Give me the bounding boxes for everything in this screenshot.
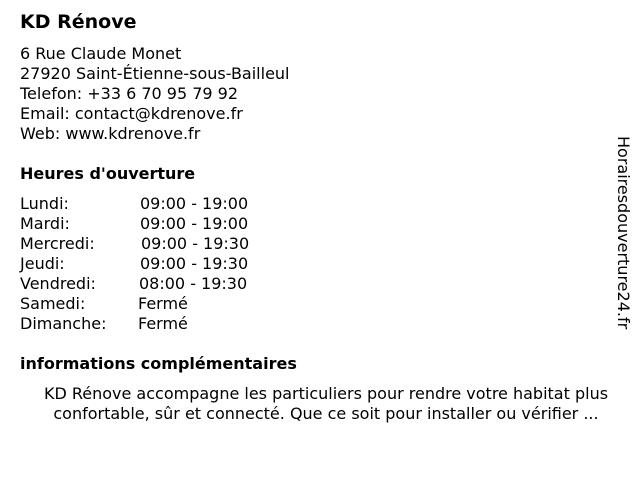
day-hours: Fermé bbox=[138, 314, 188, 333]
day-label: Dimanche: bbox=[20, 314, 107, 333]
day-hours: 09:00 - 19:30 bbox=[141, 234, 250, 253]
day-label: Mercredi: bbox=[20, 234, 95, 253]
day-hours: 08:00 - 19:30 bbox=[139, 274, 248, 293]
day-label: Lundi: bbox=[20, 194, 69, 213]
day-hours: 09:00 - 19:30 bbox=[140, 254, 249, 273]
day-hours: Fermé bbox=[138, 294, 188, 313]
website: Web: www.kdrenove.fr bbox=[20, 124, 201, 143]
phone-number: Telefon: +33 6 70 95 79 92 bbox=[20, 84, 239, 103]
day-label: Mardi: bbox=[20, 214, 70, 233]
street-address: 6 Rue Claude Monet bbox=[20, 44, 182, 63]
info-description bbox=[20, 384, 632, 424]
info-line: KD Rénove accompagne les particuliers pour rendre votre habitat plus bbox=[43, 384, 609, 403]
hours-heading: Heures d'ouverture bbox=[20, 164, 196, 183]
day-hours: 09:00 - 19:00 bbox=[140, 214, 249, 233]
day-label: Jeudi: bbox=[20, 254, 65, 273]
day-label: Samedi: bbox=[20, 294, 86, 313]
info-line: confortable, sûr et connecté. Que ce soit pour installer ou vérifier ... bbox=[53, 404, 599, 423]
day-hours: 09:00 - 19:00 bbox=[140, 194, 249, 213]
day-label: Vendredi: bbox=[20, 274, 96, 293]
city-address: 27920 Saint-Étienne-sous-Bailleul bbox=[20, 64, 290, 83]
business-name: KD Rénove bbox=[20, 11, 137, 33]
info-heading: informations complémentaires bbox=[20, 354, 297, 373]
contact-block bbox=[20, 44, 290, 144]
email-address: Email: contact@kdrenove.fr bbox=[20, 104, 243, 123]
source-watermark: Horairesdouverture24.fr bbox=[614, 136, 633, 330]
